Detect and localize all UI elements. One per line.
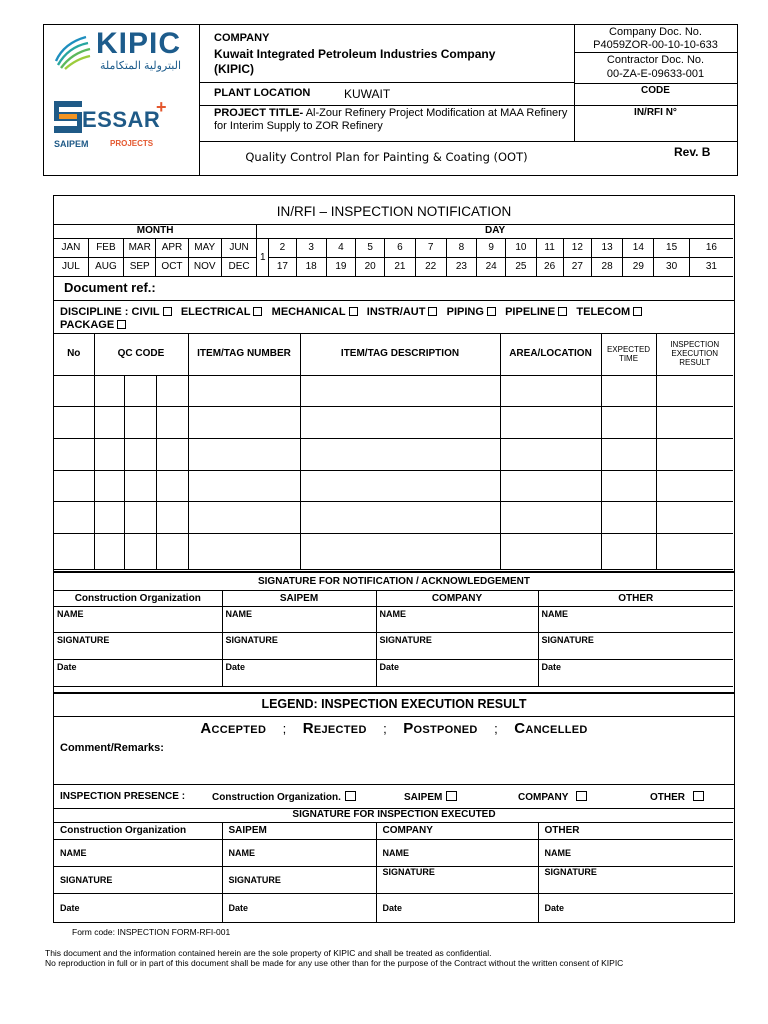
day-cell[interactable]: 25: [506, 257, 536, 276]
checkbox[interactable]: [487, 307, 496, 316]
header-divider: [199, 105, 737, 106]
month-cell[interactable]: NOV: [188, 257, 221, 276]
day-header: DAY: [257, 224, 733, 238]
plan-title: Quality Control Plan for Painting & Coating (OOT): [245, 150, 528, 164]
month-cell[interactable]: OCT: [156, 257, 188, 276]
name-field[interactable]: [54, 840, 222, 867]
presence-company-label: COMPANY: [518, 792, 569, 803]
project-title: [214, 107, 569, 133]
kipic-logo: [52, 29, 192, 73]
day-cell[interactable]: 19: [326, 257, 355, 276]
col-result-line1: INSPECTION: [670, 340, 720, 350]
col-area-location: AREA/LOCATION: [500, 333, 601, 375]
day-cell[interactable]: 13: [591, 238, 622, 257]
date-label: Date: [379, 662, 400, 672]
checkbox[interactable]: [345, 791, 356, 801]
header-divider: [199, 141, 737, 142]
party-company: COMPANY: [376, 823, 538, 840]
discipline-electrical-label: ELECTRICAL: [180, 306, 251, 318]
table-row[interactable]: [54, 470, 733, 501]
checkbox[interactable]: [576, 791, 587, 801]
legend-items: [54, 720, 734, 738]
saipem-logo-mark: [54, 101, 84, 135]
name-label: NAME: [382, 848, 409, 858]
contractor-doc-value: 00-ZA-E-09633-001: [606, 68, 705, 80]
col-item-tag-description: ITEM/TAG DESCRIPTION: [300, 333, 500, 375]
month-cell[interactable]: APR: [156, 238, 188, 257]
name-label: NAME: [60, 848, 87, 858]
day-cell[interactable]: 29: [623, 257, 654, 276]
month-cell[interactable]: JUN: [221, 238, 256, 257]
day-cell[interactable]: 9: [477, 238, 506, 257]
plant-location-label: PLANT LOCATION: [214, 87, 311, 99]
day-cell[interactable]: 28: [591, 257, 622, 276]
discipline-civil[interactable]: [132, 306, 172, 318]
day-cell[interactable]: 4: [326, 238, 355, 257]
col-item-tag-number: ITEM/TAG NUMBER: [188, 333, 300, 375]
inspection-notification-form: [53, 195, 735, 923]
kipic-logo-text: KIPIC: [96, 27, 182, 60]
col-expected-time: [601, 333, 656, 375]
day-cell[interactable]: 5: [356, 238, 385, 257]
signature-field[interactable]: [376, 633, 538, 660]
discipline-telecom-label: TELECOM: [576, 306, 631, 318]
legend-postponed: Postponed: [403, 720, 478, 737]
signature-label: SIGNATURE: [379, 635, 432, 645]
form-title: IN/RFI – INSPECTION NOTIFICATION: [276, 204, 512, 219]
date-field[interactable]: [222, 894, 376, 922]
discipline-pipeline-label: PIPELINE: [505, 306, 556, 318]
col-no: No: [54, 333, 94, 375]
presence-construction-label: Construction Organization.: [212, 792, 341, 803]
project-title-label: PROJECT TITLE-: [214, 107, 304, 119]
day-cell[interactable]: 27: [563, 257, 591, 276]
day-cell[interactable]: 6: [385, 238, 415, 257]
comment-input[interactable]: [54, 754, 734, 784]
project-title-value: Al-Zour Refinery Project Modification at MAA Refinery for Interim Supply to ZOR Refinery: [214, 107, 568, 132]
notification-signature-table: [54, 590, 733, 687]
day-cell[interactable]: 17: [269, 257, 296, 276]
signature-label: SIGNATURE: [60, 875, 113, 885]
col-inspection-result: [656, 333, 733, 375]
col-result-line2: EXECUTION: [671, 349, 719, 359]
legend-title: LEGEND: INSPECTION EXECUTION RESULT: [261, 697, 527, 711]
day-cell[interactable]: 15: [654, 238, 689, 257]
legend-separator: ;: [383, 721, 387, 736]
saipem-logo-text: SAIPEM: [54, 139, 89, 149]
executed-signature-table: [54, 822, 733, 922]
signature-field[interactable]: [538, 867, 733, 894]
contractor-doc-label: Contractor Doc. No.: [606, 54, 705, 66]
month-day-grid: [54, 224, 733, 277]
name-label: NAME: [57, 609, 84, 619]
day-cell[interactable]: 23: [446, 257, 476, 276]
checkbox[interactable]: [163, 307, 172, 316]
company-name: Kuwait Integrated Petroleum Industries Company: [214, 47, 496, 61]
day-cell[interactable]: 12: [563, 238, 591, 257]
name-field[interactable]: [222, 840, 376, 867]
day-cell[interactable]: 20: [356, 257, 385, 276]
month-cell[interactable]: SEP: [124, 257, 156, 276]
date-label: Date: [60, 902, 80, 913]
signature-executed-title: SIGNATURE FOR INSPECTION EXECUTED: [292, 809, 496, 820]
date-label: Date: [228, 902, 249, 913]
revision-label: Rev. B: [674, 145, 711, 159]
header-divider: [574, 52, 737, 53]
checkbox[interactable]: [117, 320, 126, 329]
signature-field[interactable]: [222, 633, 376, 660]
discipline-package-label: PACKAGE: [60, 319, 115, 331]
legend-accepted: Accepted: [200, 720, 267, 737]
legend-separator: ;: [282, 721, 287, 736]
date-field[interactable]: [54, 660, 222, 687]
date-field[interactable]: [376, 894, 538, 922]
table-row[interactable]: [54, 406, 733, 438]
month-cell[interactable]: DEC: [221, 257, 256, 276]
signature-label: SIGNATURE: [225, 635, 278, 645]
discipline-instr-label: INSTR/AUT: [366, 306, 426, 318]
day-cell[interactable]: 2: [269, 238, 296, 257]
month-cell[interactable]: FEB: [88, 238, 123, 257]
confidentiality-notice: [45, 948, 745, 968]
party-other: OTHER: [538, 823, 733, 840]
party-construction: Construction Organization: [54, 591, 222, 607]
day-cell[interactable]: 18: [296, 257, 326, 276]
divider: [54, 784, 734, 785]
presence-other-label: OTHER: [650, 792, 685, 803]
name-field[interactable]: [538, 607, 733, 633]
day-cell[interactable]: 26: [536, 257, 563, 276]
discipline-civil-label: CIVIL: [131, 306, 160, 318]
checkbox[interactable]: [633, 307, 642, 316]
discipline-mechanical-label: MECHANICAL: [271, 306, 346, 318]
signature-label: SIGNATURE: [57, 635, 110, 645]
header-divider: [574, 83, 737, 84]
day-cell[interactable]: 3: [296, 238, 326, 257]
date-label: Date: [382, 902, 403, 913]
discipline-mechanical[interactable]: [272, 306, 358, 318]
name-field[interactable]: [538, 840, 733, 867]
discipline-instr-aut[interactable]: [367, 306, 438, 318]
day-cell[interactable]: 24: [477, 257, 506, 276]
col-expected-time-line2: TIME: [618, 353, 639, 363]
name-field[interactable]: [376, 607, 538, 633]
plus-icon: +: [156, 97, 167, 117]
plant-location-value: KUWAIT: [344, 87, 391, 101]
code-label: CODE: [641, 85, 670, 96]
day-cell[interactable]: 21: [385, 257, 415, 276]
document-header: [43, 24, 738, 176]
name-field[interactable]: [54, 607, 222, 633]
name-label: NAME: [225, 609, 252, 619]
signature-label: SIGNATURE: [544, 867, 597, 877]
table-row[interactable]: [54, 533, 733, 569]
company-doc-label: Company Doc. No.: [609, 26, 702, 38]
date-label: Date: [57, 662, 77, 672]
item-table: [54, 333, 733, 570]
table-row[interactable]: [54, 501, 733, 533]
discipline-label: DISCIPLINE :: [60, 306, 129, 318]
signature-field[interactable]: [376, 867, 538, 894]
divider: [54, 571, 734, 573]
signature-field[interactable]: [222, 867, 376, 894]
presence-saipem-label: SAIPEM: [404, 792, 443, 803]
legend-separator: ;: [494, 721, 498, 736]
header-divider: [199, 175, 737, 176]
header-divider: [199, 82, 574, 83]
document-ref-label: Document ref.:: [64, 280, 156, 295]
discipline-piping-label: PIPING: [446, 306, 484, 318]
signature-label: SIGNATURE: [541, 635, 594, 645]
checkbox[interactable]: [558, 307, 567, 316]
date-field[interactable]: [538, 660, 733, 687]
kipic-logo-arabic: البترولية المتكاملة: [100, 60, 181, 72]
col-expected-time-line1: EXPECTED: [606, 344, 651, 354]
presence-label: INSPECTION PRESENCE :: [60, 791, 186, 802]
table-row[interactable]: [54, 438, 733, 470]
company-label: COMPANY: [214, 32, 270, 44]
signature-field[interactable]: [538, 633, 733, 660]
name-field[interactable]: [222, 607, 376, 633]
party-saipem: SAIPEM: [222, 823, 376, 840]
day-cell[interactable]: 22: [415, 257, 446, 276]
name-label: NAME: [379, 609, 406, 619]
signature-field[interactable]: [54, 633, 222, 660]
legend-cancelled: Cancelled: [514, 720, 588, 737]
day-cell-1[interactable]: 1: [257, 238, 269, 276]
checkbox[interactable]: [349, 307, 358, 316]
confidentiality-line-1: This document and the information contained herein are the sole property of KIPIC and shall be treated as confidential.: [45, 948, 492, 958]
essar-saipem-logo: [52, 99, 192, 159]
table-row[interactable]: [54, 375, 733, 406]
month-cell[interactable]: MAR: [124, 238, 156, 257]
essar-logo-text: ESSAR: [82, 107, 161, 132]
col-result-line3: RESULT: [679, 358, 711, 368]
name-label: NAME: [544, 848, 571, 858]
discipline-pipeline[interactable]: [505, 306, 567, 318]
date-field[interactable]: [54, 894, 222, 922]
party-other: OTHER: [538, 591, 733, 607]
company-abbr: (KIPIC): [214, 62, 254, 76]
month-cell[interactable]: AUG: [88, 257, 123, 276]
legend-rejected: Rejected: [302, 720, 367, 737]
kipic-logo-mark: [52, 31, 92, 71]
form-code: Form code: INSPECTION FORM-RFI-001: [72, 927, 231, 937]
day-cell[interactable]: 7: [415, 238, 446, 257]
checkbox[interactable]: [428, 307, 437, 316]
date-label: Date: [544, 902, 565, 913]
date-field[interactable]: [222, 660, 376, 687]
divider: [54, 300, 734, 301]
name-field[interactable]: [376, 840, 538, 867]
month-cell[interactable]: MAY: [188, 238, 221, 257]
presence-construction[interactable]: [212, 791, 356, 803]
discipline-telecom[interactable]: [576, 306, 642, 318]
col-qc-code: QC CODE: [94, 333, 188, 375]
day-cell[interactable]: 16: [689, 238, 733, 257]
day-cell[interactable]: 31: [689, 257, 733, 276]
day-cell[interactable]: 11: [536, 238, 563, 257]
discipline-electrical[interactable]: [181, 306, 263, 318]
inrfi-number-label: IN/RFI N°: [634, 107, 677, 118]
checkbox[interactable]: [253, 307, 262, 316]
day-cell[interactable]: 30: [654, 257, 689, 276]
month-header: MONTH: [54, 224, 257, 238]
name-label: NAME: [541, 609, 568, 619]
discipline-row: [60, 306, 720, 332]
party-company: COMPANY: [376, 591, 538, 607]
month-cell[interactable]: JAN: [54, 238, 88, 257]
signature-label: SIGNATURE: [382, 867, 435, 877]
confidentiality-line-2: No reproduction in full or in part of this document shall be made for any use other than for the purpose of the Contract without the written consent of KIPIC: [45, 958, 624, 968]
checkbox[interactable]: [693, 791, 704, 801]
name-label: NAME: [228, 848, 255, 858]
company-doc-value: P4059ZOR-00-10-10-633: [593, 39, 718, 51]
signature-notification-title: SIGNATURE FOR NOTIFICATION / ACKNOWLEDGEMENT: [257, 576, 531, 587]
day-cell[interactable]: 10: [506, 238, 536, 257]
table-header-row: [54, 333, 733, 375]
presence-saipem[interactable]: [404, 791, 457, 803]
date-label: Date: [225, 662, 246, 672]
party-construction: Construction Organization: [54, 823, 222, 840]
date-field[interactable]: [538, 894, 733, 922]
party-saipem: SAIPEM: [222, 591, 376, 607]
checkbox[interactable]: [446, 791, 457, 801]
discipline-package[interactable]: [60, 319, 126, 331]
day-cell[interactable]: 14: [623, 238, 654, 257]
discipline-piping[interactable]: [447, 306, 496, 318]
presence-other[interactable]: [650, 791, 704, 803]
signature-field[interactable]: [54, 867, 222, 894]
projects-logo-text: PROJECTS: [110, 139, 154, 148]
divider: [54, 692, 734, 694]
signature-label: SIGNATURE: [228, 875, 281, 885]
month-cell[interactable]: JUL: [54, 257, 88, 276]
day-cell[interactable]: 8: [446, 238, 476, 257]
divider: [54, 716, 734, 717]
comment-label: Comment/Remarks:: [60, 742, 164, 754]
date-label: Date: [541, 662, 562, 672]
presence-company[interactable]: [518, 791, 587, 803]
date-field[interactable]: [376, 660, 538, 687]
